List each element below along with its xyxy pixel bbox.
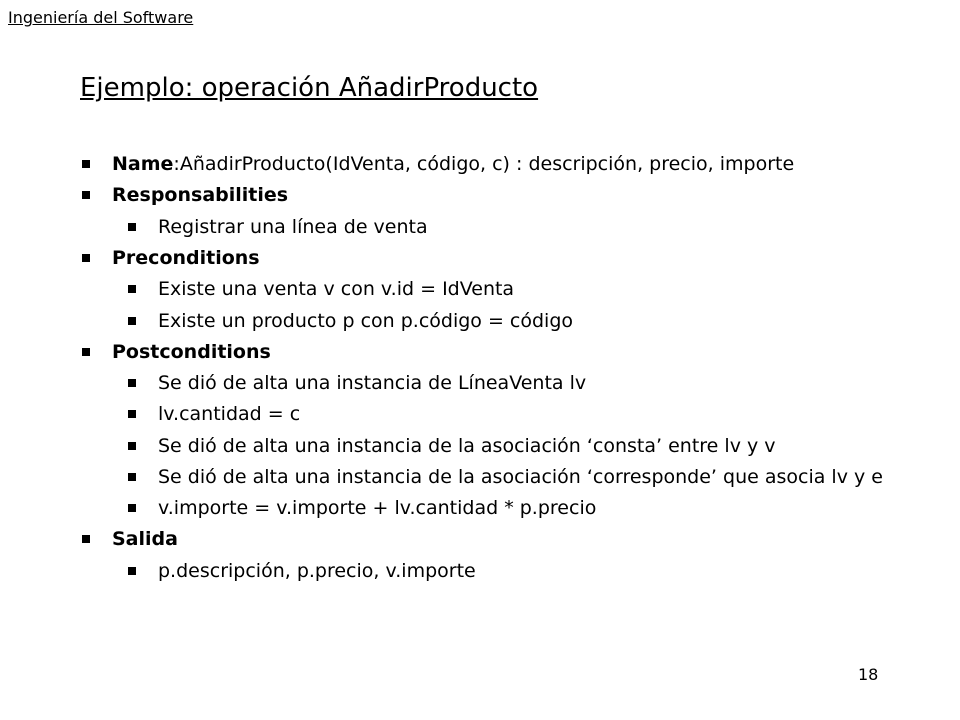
bullet-postconditions	[82, 337, 271, 367]
square-bullet-icon	[128, 504, 136, 512]
sub-bullet	[128, 462, 883, 492]
sub-bullet-text: p.descripción, p.precio, v.importe	[158, 560, 476, 582]
sub-bullet-text: Registrar una línea de venta	[158, 216, 428, 238]
sub-bullet-text: v.importe = v.importe + lv.cantidad * p.precio	[158, 497, 597, 519]
sub-bullet	[128, 306, 573, 336]
bullet-salida	[82, 524, 178, 554]
square-bullet-icon	[128, 567, 136, 575]
bullet-responsabilities	[82, 180, 288, 210]
bullet-name	[82, 149, 794, 179]
square-bullet-icon	[128, 473, 136, 481]
square-bullet-icon	[128, 285, 136, 293]
slide-title: Ejemplo: operación AñadirProducto	[80, 73, 539, 103]
square-bullet-icon	[128, 410, 136, 418]
square-bullet-icon	[128, 442, 136, 450]
sub-bullet	[128, 399, 300, 429]
sub-bullet	[128, 556, 476, 586]
sub-bullet-text: Se dió de alta una instancia de la asociación ‘consta’ entre lv y v	[158, 435, 776, 457]
square-bullet-icon	[82, 348, 90, 356]
square-bullet-icon	[128, 317, 136, 325]
bullet-preconditions	[82, 243, 260, 273]
square-bullet-icon	[128, 223, 136, 231]
sub-bullet	[128, 493, 596, 523]
bullet-label: Postconditions	[112, 341, 271, 363]
bullet-label: Salida	[112, 528, 178, 550]
sub-bullet-text: lv.cantidad = c	[158, 403, 301, 425]
bullet-label: Responsabilities	[112, 184, 289, 206]
square-bullet-icon	[128, 379, 136, 387]
square-bullet-icon	[82, 535, 90, 543]
square-bullet-icon	[82, 254, 90, 262]
sub-bullet	[128, 212, 428, 242]
sub-bullet	[128, 274, 514, 304]
sub-bullet	[128, 368, 586, 398]
bullet-text: :AñadirProducto(IdVenta, código, c) : descripción, precio, importe	[173, 153, 795, 175]
sub-bullet	[128, 431, 776, 461]
bullet-label: Preconditions	[112, 247, 260, 269]
sub-bullet-text: Existe un producto p con p.código = código	[158, 310, 574, 332]
square-bullet-icon	[82, 160, 90, 168]
square-bullet-icon	[82, 191, 90, 199]
page-number: 18	[858, 665, 879, 684]
sub-bullet-text: Se dió de alta una instancia de la asociación ‘corresponde’ que asocia lv y e	[158, 466, 883, 488]
header-link[interactable]: Ingeniería del Software	[8, 8, 194, 27]
sub-bullet-text: Se dió de alta una instancia de LíneaVenta lv	[158, 372, 587, 394]
bullet-label: Name	[112, 153, 174, 175]
sub-bullet-text: Existe una venta v con v.id = IdVenta	[158, 278, 515, 300]
